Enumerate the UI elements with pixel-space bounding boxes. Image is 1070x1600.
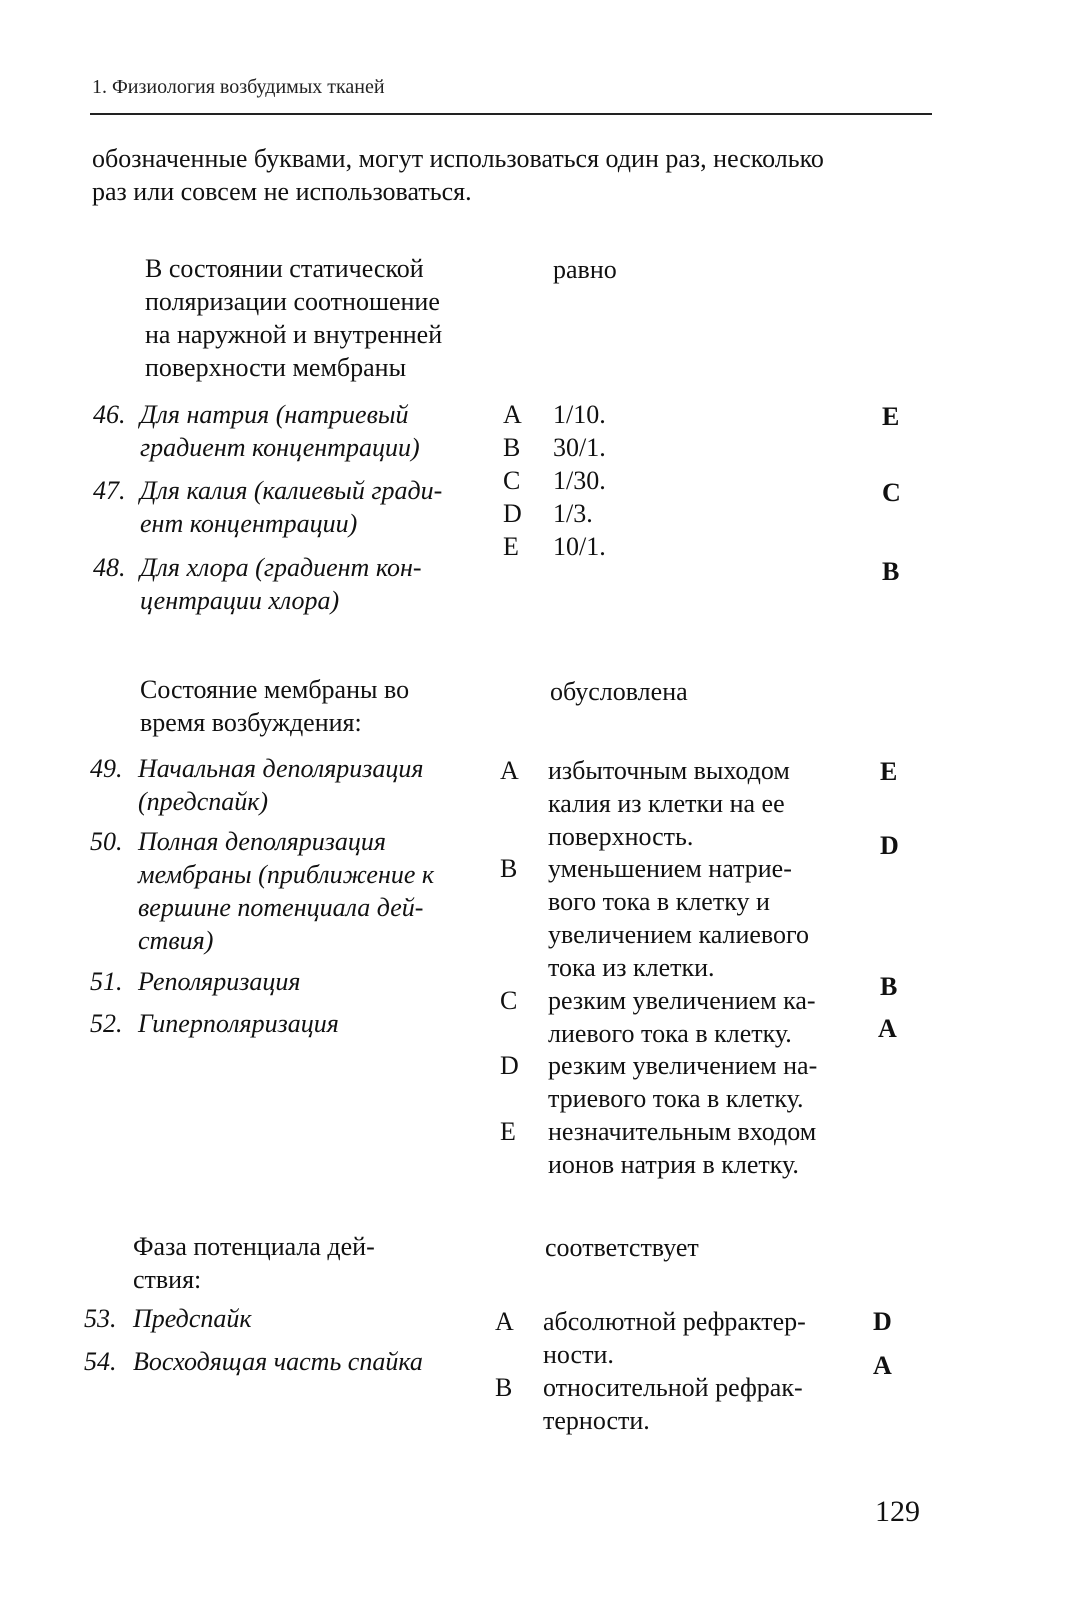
option-text: 1/3. — [553, 499, 593, 528]
stem-line: поверхности мембраны — [145, 353, 407, 382]
page-number: 129 — [875, 1495, 920, 1528]
section2-rhs: обусловлена — [550, 677, 688, 706]
option-text: 1/10. — [553, 400, 606, 429]
option-text: уменьшением натрие- вого тока в клетку и увеличением калиевого тока из клетки. — [548, 854, 810, 982]
header-rule — [90, 113, 932, 115]
option-letter: D — [503, 499, 522, 528]
question-number: 47. — [93, 476, 126, 505]
stem-line: В состоянии статической — [145, 254, 424, 283]
option-text: 10/1. — [553, 532, 606, 561]
question-text: Для натрия (натриевый градиент концентрации) — [140, 400, 420, 462]
option-text: относительной рефрак- терности. — [543, 1373, 803, 1435]
option-text: резким увеличением на- триевого тока в клетку. — [548, 1051, 818, 1113]
option-letter: B — [500, 854, 518, 883]
stem-line: поляризации соотношение — [145, 287, 440, 316]
answer-key: D — [873, 1307, 892, 1336]
question-text: Гиперполяризация — [138, 1009, 339, 1038]
option-letter: E — [503, 532, 519, 561]
question-number: 51. — [90, 967, 123, 996]
running-header: 1. Физиология возбудимых тканей — [92, 76, 385, 98]
intro-paragraph — [92, 142, 942, 208]
question-text: Предспайк — [133, 1304, 252, 1333]
answer-key: B — [882, 557, 900, 586]
question-number: 54. — [84, 1347, 117, 1376]
option-letter: C — [500, 986, 518, 1015]
answer-key: E — [880, 757, 898, 786]
option-letter: B — [503, 433, 521, 462]
option-text: 30/1. — [553, 433, 606, 462]
question-text: Для калия (калиевый гради- ент концентрации) — [140, 476, 443, 538]
option-text: незначительным входом ионов натрия в клетку. — [548, 1117, 817, 1179]
answer-key: A — [878, 1014, 897, 1043]
question-text: Реполяризация — [138, 967, 301, 996]
answer-key: D — [880, 831, 899, 860]
option-text: избыточным выходом калия из клетки на ее поверхность. — [548, 756, 790, 851]
option-text: резким увеличением ка- лиевого тока в клетку. — [548, 986, 816, 1048]
question-text: Для хлора (градиент кон- центрации хлора) — [140, 553, 422, 615]
option-letter: E — [500, 1117, 516, 1146]
section3-rhs: соответствует — [545, 1233, 699, 1262]
answer-key: B — [880, 972, 898, 1001]
stem-line: время возбуждения: — [140, 708, 362, 737]
section3-stem — [133, 1230, 375, 1296]
question-text: Полная деполяризация мембраны (приближение к вершине потенциала дей- ствия) — [138, 827, 435, 955]
option-letter: A — [495, 1307, 514, 1336]
stem-line: ствия: — [133, 1265, 202, 1294]
section1-rhs: равно — [553, 255, 617, 284]
question-number: 50. — [90, 827, 123, 856]
answer-key: C — [882, 478, 901, 507]
section2-stem — [140, 673, 409, 739]
question-text: Восходящая часть спайка — [133, 1347, 423, 1376]
section1-stem — [145, 252, 442, 384]
intro-line: раз или совсем не использоваться. — [92, 177, 472, 206]
question-number: 48. — [93, 553, 126, 582]
question-number: 52. — [90, 1009, 123, 1038]
question-text: Начальная деполяризация (предспайк) — [138, 754, 424, 816]
stem-line: на наружной и внутренней — [145, 320, 443, 349]
question-number: 46. — [93, 400, 126, 429]
option-text: абсолютной рефрактер- ности. — [543, 1307, 806, 1369]
stem-line: Состояние мембраны во — [140, 675, 410, 704]
question-number: 53. — [84, 1304, 117, 1333]
answer-key: A — [873, 1351, 892, 1380]
option-letter: A — [503, 400, 522, 429]
option-text: 1/30. — [553, 466, 606, 495]
option-letter: C — [503, 466, 521, 495]
answer-key: E — [882, 402, 900, 431]
question-number: 49. — [90, 754, 123, 783]
option-letter: B — [495, 1373, 513, 1402]
option-letter: D — [500, 1051, 519, 1080]
stem-line: Фаза потенциала дей- — [133, 1232, 375, 1261]
intro-line: обозначенные буквами, могут использоваться один раз, несколько — [92, 144, 824, 173]
option-letter: A — [500, 756, 519, 785]
